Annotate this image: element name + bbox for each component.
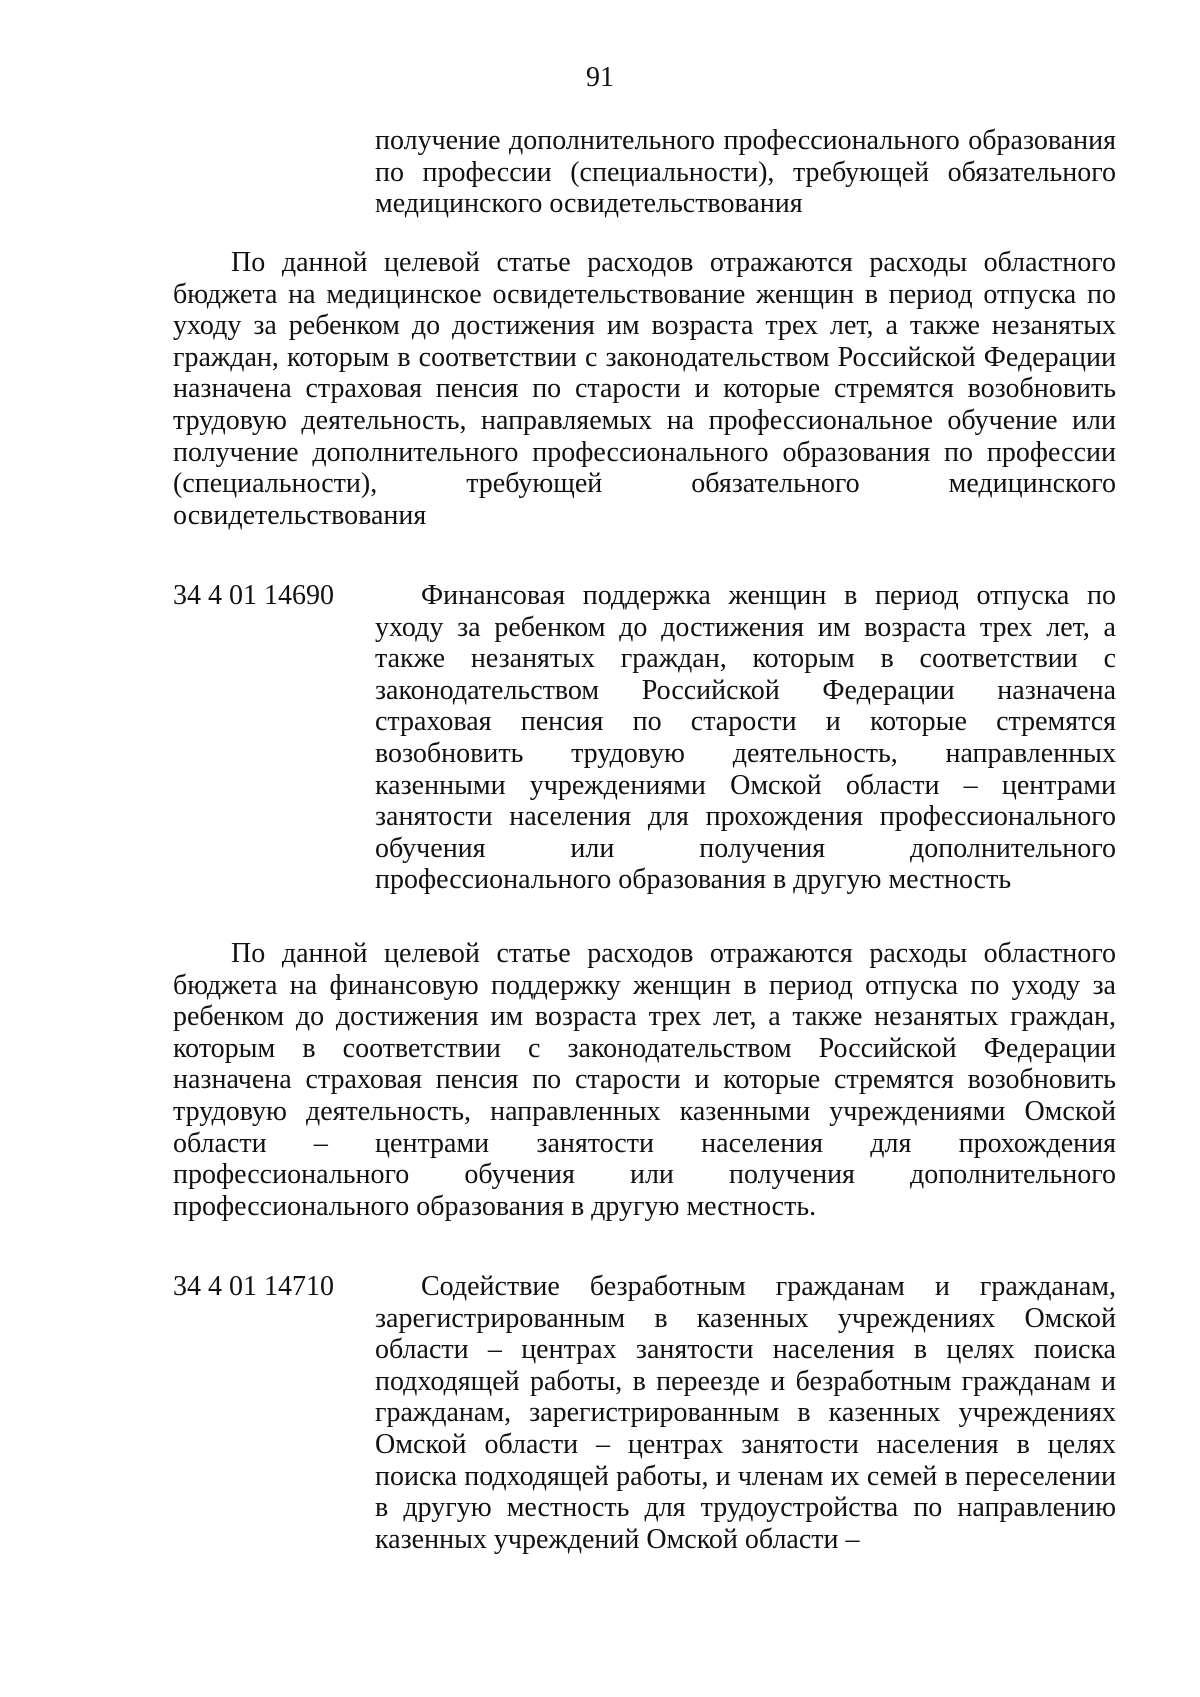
budget-item-title-14690: Финансовая поддержка женщин в период отпуска по уходу за ребенком до достижения им возраста трех лет, а также незанятых граждан, которым в соответствии с законодательством Российской Федерации назначена страховая пенсия по старости и которые стремятся возобновить трудовую деятельность, направленных казенными учреждениями Омской области – центрами занятости населения для прохождения профессионального обучения или получения дополнительного профессионального образования в другую местность [375, 580, 1116, 896]
budget-item-title-14710: Содействие безработным гражданам и гражданам, зарегистрированным в казенных учреждениях Омской области – центрах занятости населения в целях поиска подходящей работы, в переезде и безработным гражданам и гражданам, зарегистрированным в казенных учреждениях Омской области – центрах занятости населения в целях поиска подходящей работы, и членам их семей в переселении в другую местность для трудоустройства по направлению казенных учреждений Омской области – [375, 1271, 1116, 1555]
description-paragraph-1: По данной целевой статье расходов отражаются расходы областного бюджета на медицинское освидетельствование женщин в период отпуска по уходу за ребенком до достижения им возраста трех лет, а также незанятых граждан, которым в соответствии с законодательством Российской Федерации назначена страховая пенсия по старости и которые стремятся возобновить трудовую деятельность, направляемых на профессиональное обучение или получение дополнительного профессионального образования по профессии (специальности), требующей обязательного медицинского освидетельствования [173, 247, 1116, 531]
continuation-text: получение дополнительного профессионального образования по профессии (специальности), требующей обязательного медицинского освидетельствования [375, 125, 1116, 220]
budget-code-14710: 34 4 01 14710 [173, 1271, 334, 1302]
page-number: 91 [586, 62, 614, 93]
budget-code-14690: 34 4 01 14690 [173, 580, 334, 611]
description-paragraph-2: По данной целевой статье расходов отражаются расходы областного бюджета на финансовую поддержку женщин в период отпуска по уходу за ребенком до достижения им возраста трех лет, а также незанятых граждан, которым в соответствии с законодательством Российской Федерации назначена страховая пенсия по старости и которые стремятся возобновить трудовую деятельность, направленных казенными учреждениями Омской области – центрами занятости населения для прохождения профессионального обучения или получения дополнительного профессионального образования в другую местность. [173, 938, 1116, 1222]
